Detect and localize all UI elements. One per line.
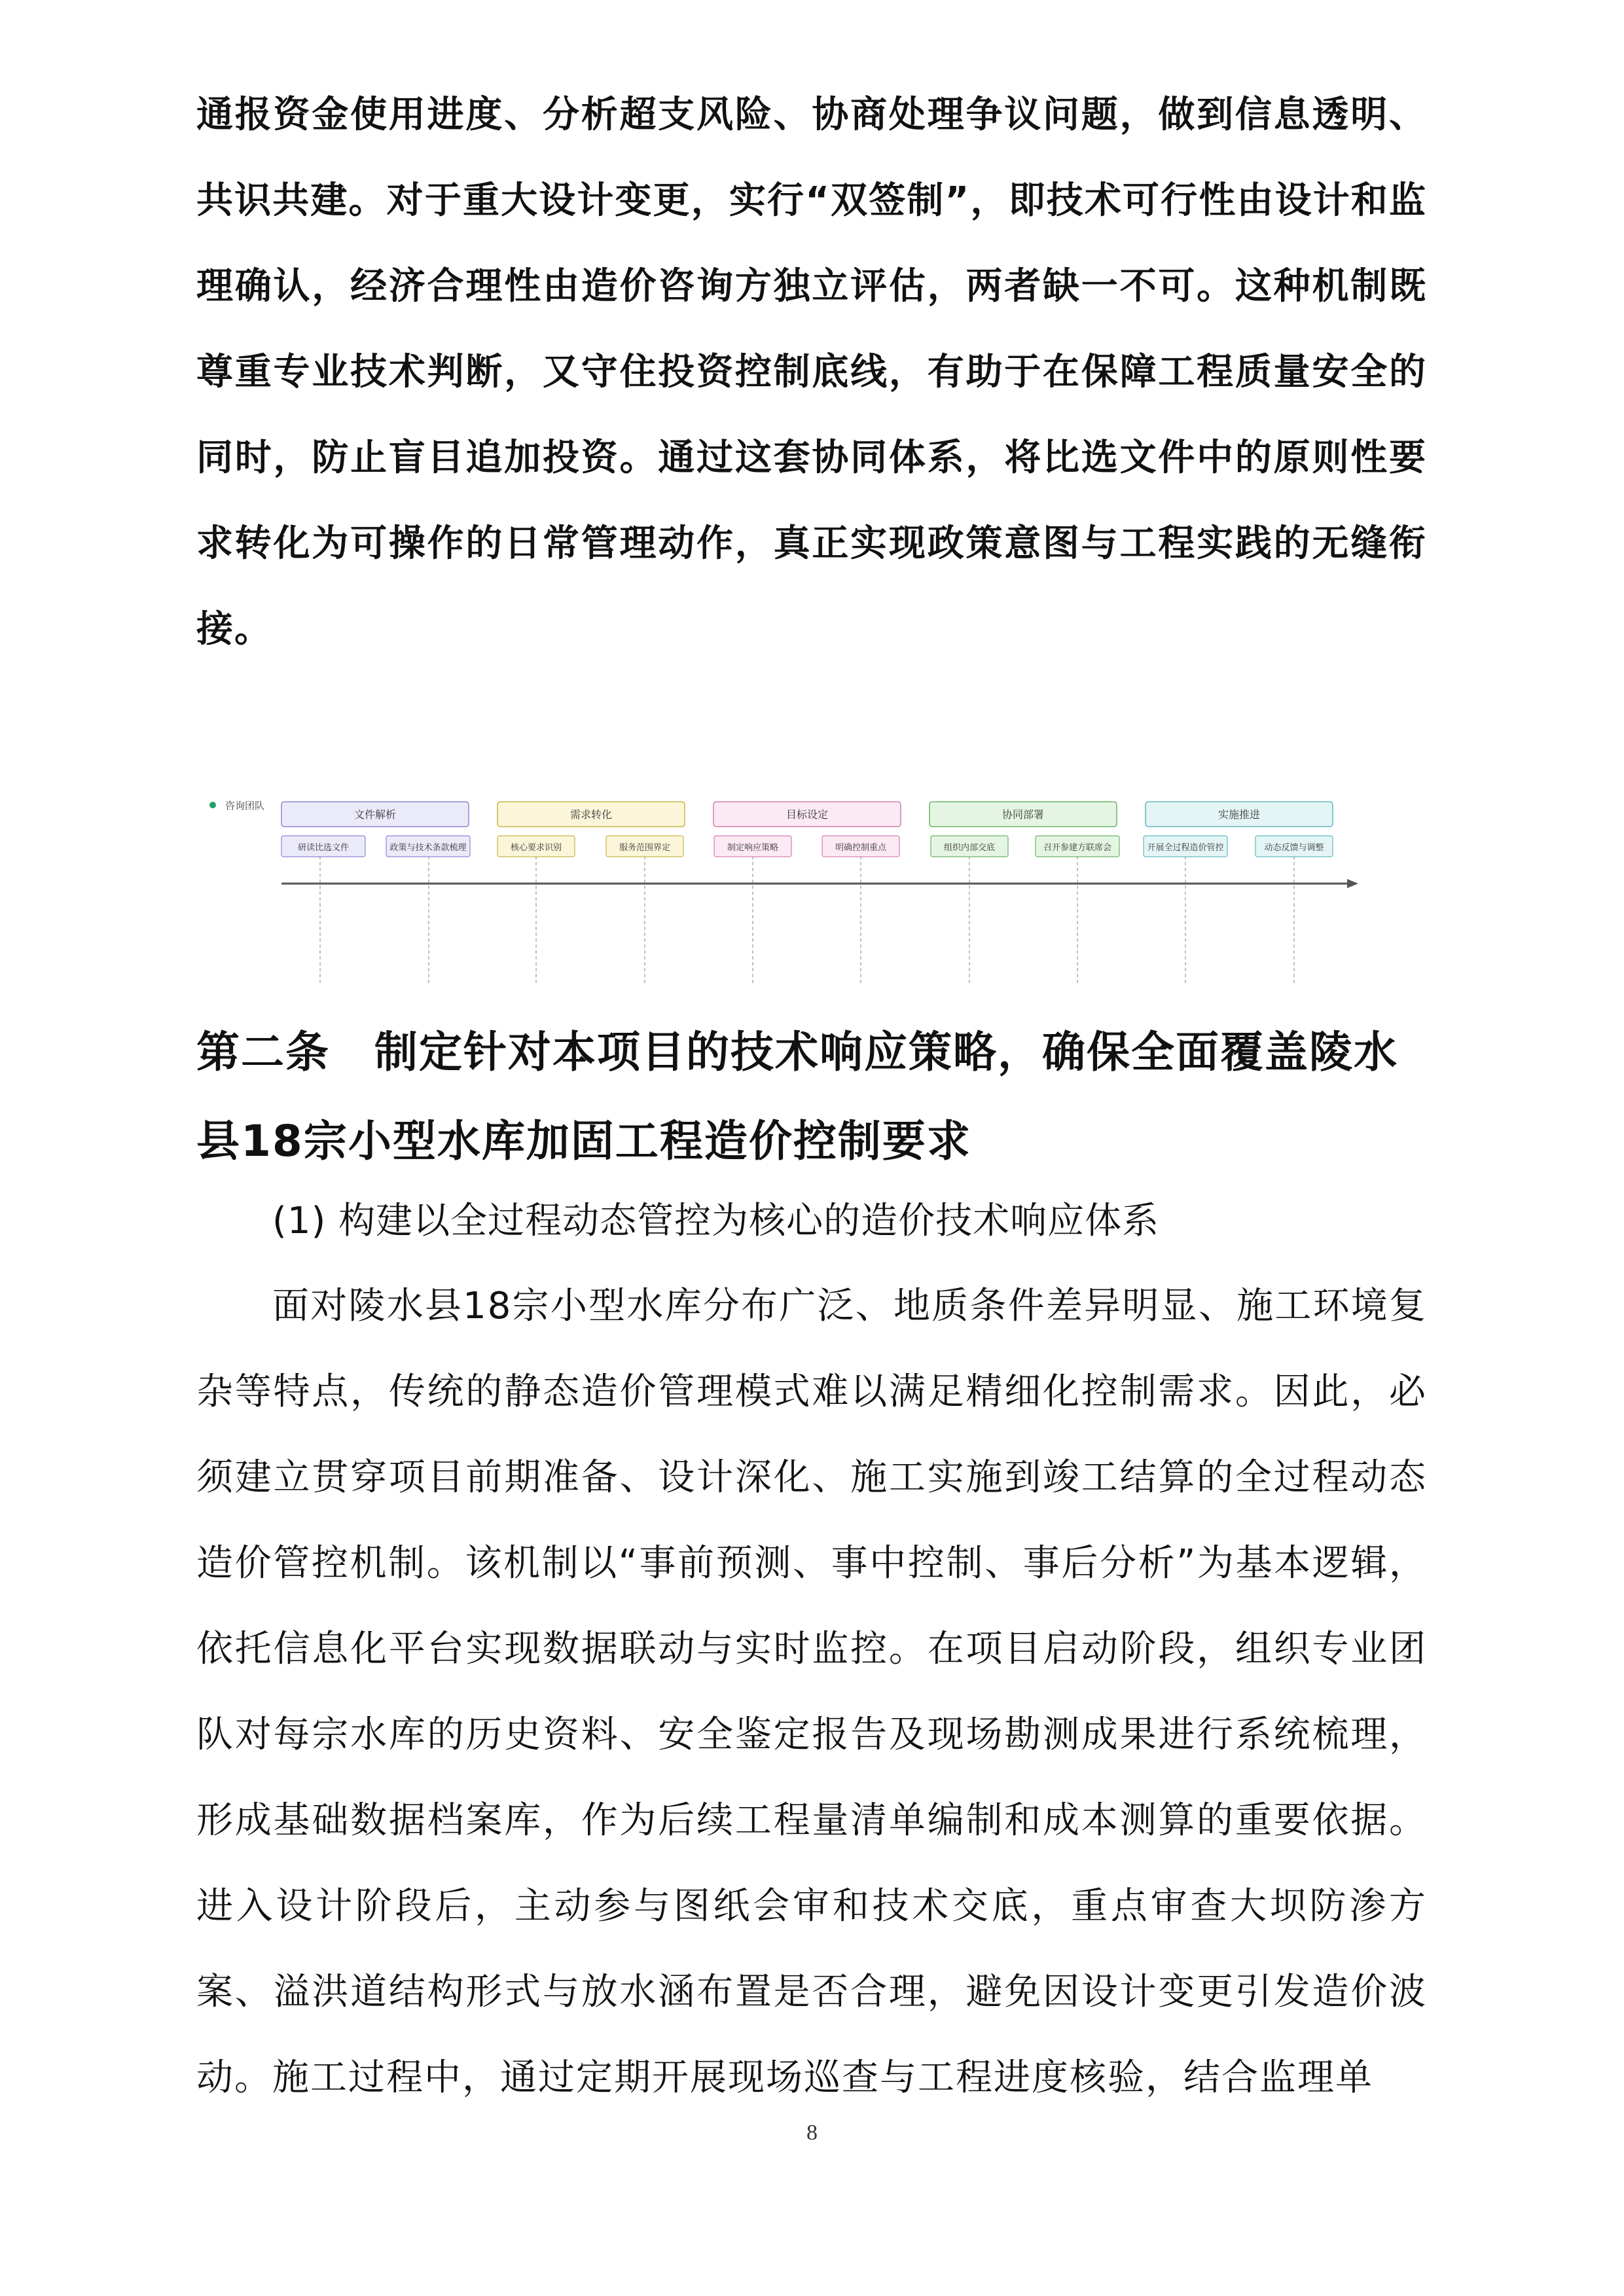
- task-label: 召开参建方联席会: [1043, 843, 1112, 853]
- phase-title: 目标设定: [785, 808, 829, 821]
- timeline-phase: [281, 802, 470, 857]
- task-label: 组织内部交底: [943, 843, 996, 853]
- timeline-phase: [1144, 802, 1333, 857]
- timeline-legend: [209, 800, 264, 812]
- timeline-axis: [281, 879, 1358, 888]
- axis-arrow-icon: [1347, 879, 1358, 888]
- task-label: 政策与技术条款梳理: [389, 843, 467, 853]
- task-label: 明确控制重点: [835, 843, 887, 853]
- phase-title: 协同部署: [1001, 808, 1045, 821]
- subsection-heading: (1) 构建以全过程动态管控为核心的造价技术响应体系: [272, 1200, 1160, 1242]
- timeline-diagram: [196, 782, 1427, 998]
- timeline-phase: [929, 802, 1119, 857]
- task-label: 制定响应策略: [727, 843, 779, 853]
- task-label: 开展全过程造价管控: [1147, 843, 1224, 853]
- timeline-guides: [320, 844, 1294, 985]
- task-label: 服务范围界定: [619, 843, 671, 853]
- task-label: 核心要求识别: [510, 843, 562, 853]
- section-heading: 第二条 制定针对本项目的技术响应策略，确保全面覆盖陵水县18宗小型水库加固工程造价控制要求: [196, 1027, 1398, 1166]
- phase-title: 实施推进: [1218, 808, 1261, 821]
- task-label: 研读比选文件: [297, 843, 350, 853]
- timeline-phase: [713, 802, 901, 857]
- paragraph-1: 通报资金使用进度、分析超支风险、协商处理争议问题，做到信息透明、共识共建。对于重大设计变更，实行“双签制”，即技术可行性由设计和监理确认，经济合理性由造价咨询方独立评估，两者缺一不可。这种机制既尊重专业技术判断，又守住投资控制底线，有助于在保障工程质量安全的同时，防止盲目追加投资。通过这套协同体系，将比选文件中的原则性要求转化为可操作的日常管理动作，真正实现政策意图与工程实践的无缝衔接。: [196, 94, 1427, 651]
- timeline-phase: [497, 802, 685, 857]
- legend-dot-icon: [209, 802, 216, 808]
- page-number: 8: [806, 2121, 818, 2145]
- task-label: 动态反馈与调整: [1264, 843, 1324, 853]
- phase-title: 文件解析: [353, 808, 397, 821]
- legend-label: 咨询团队: [225, 800, 265, 812]
- phase-title: 需求转化: [569, 808, 613, 821]
- paragraph-2: 面对陵水县18宗小型水库分布广泛、地质条件差异明显、施工环境复杂等特点，传统的静态造价管理模式难以满足精细化控制需求。因此，必须建立贯穿项目前期准备、设计深化、施工实施到竣工结算的全过程动态造价管控机制。该机制以“事前预测、事中控制、事后分析”为基本逻辑，依托信息化平台实现数据联动与实时监控。在项目启动阶段，组织专业团队对每宗水库的历史资料、安全鉴定报告及现场勘测成果进行系统梳理，形成基础数据档案库，作为后续工程量清单编制和成本测算的重要依据。进入设计阶段后，主动参与图纸会审和技术交底，重点审查大坝防渗方案、溢洪道结构形式与放水涵布置是否合理，避免因设计变更引发造价波动。施工过程中，通过定期开展现场巡查与工程进度核验，结合监理单: [196, 1285, 1427, 2099]
